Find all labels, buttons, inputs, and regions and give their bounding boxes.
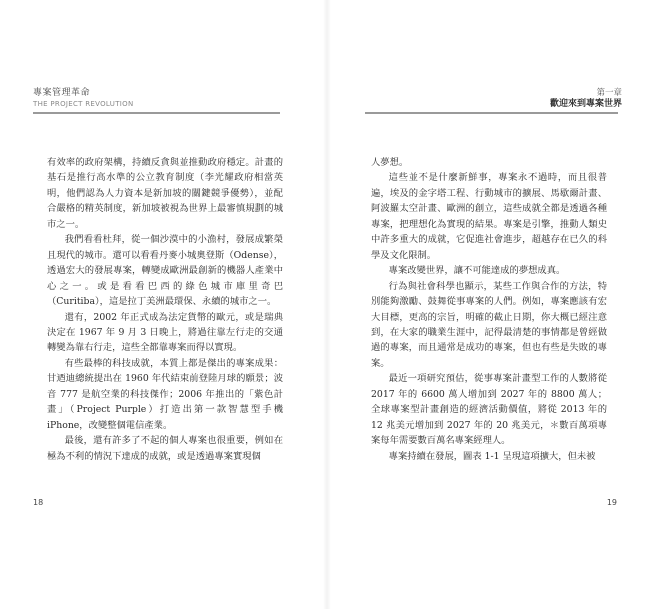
header-rule-left bbox=[33, 112, 280, 114]
left-body-text bbox=[47, 155, 283, 464]
paragraph: 專案持續在發展，圖表 1-1 呈現這項擴大，但未被 bbox=[388, 450, 596, 462]
page-number-right: 19 bbox=[606, 498, 617, 507]
chapter-number: 第一章 bbox=[596, 88, 622, 98]
page-number-left: 18 bbox=[33, 498, 44, 507]
paragraph: 行為與社會科學也顯示，某些工作與合作的方法，特別能夠激勵、鼓舞從事專案的人們。例如，專案應該有宏大目標，更高的宗旨，明確的截止日期，你大概已經注意到，在大家的職業生涯中，記得最清楚的事情都是曾經做過的專案，而且通常是成功的專案，但也有些是失敗的專案。 bbox=[371, 280, 607, 369]
right-body-text bbox=[371, 155, 607, 464]
paragraph: 專案改變世界，讓不可能達成的夢想成真。 bbox=[388, 265, 566, 277]
header-rule-right bbox=[365, 112, 618, 114]
book-title: 專案管理革命 bbox=[33, 88, 91, 98]
paragraph: 這些並不是什麼新鮮事，專案永不過時，而且很普遍，埃及的金字塔工程、行動城市的擴展、馬歇爾計畫、阿波羅太空計畫、歐洲的創立，這些成就全都是透過各種專案，把理想化為實現的結果。專案是引擎，推動人類史中許多重大的成就，它促進社會進步，超越存在已久的科學及文化限制。 bbox=[371, 172, 607, 261]
running-header-left bbox=[33, 88, 133, 109]
paragraph: 有效率的政府架構，持續反貪與並推動政府穩定。計畫的基石是推行高水準的公立教育制度（李光耀政府相當英明，他們認為人力資本是新加坡的關鍵競爭優勢），並配合嚴格的精英制度，新加坡被視為世界上最審慎規劃的城市之一。 bbox=[47, 157, 283, 230]
paragraph: 我們看看杜拜，從一個沙漠中的小漁村，發展成繁榮且現代的城市。還可以看看丹麥小城奧登斯（Odense），透過宏大的發展專案，轉變成歐洲最創新的機器人產業中心之一。或是看看巴西的綠色城市庫里奇巴（Curitiba），這是拉丁美洲最環保、永續的城市之一。 bbox=[47, 234, 283, 308]
chapter-title: 歡迎來到專案世界 bbox=[549, 99, 622, 109]
running-header-right bbox=[550, 88, 622, 110]
paragraph: 最近一項研究預估，從事專案計畫型工作的人數將從 2017 年的 6600 萬人增加到 2027 年的 8800 萬人；全球專案型計畫創造的經濟活動價值，將從 2013 年的 12 兆美元增加到 2027 年的 20 兆美元，＊數百萬項專案每年需要數百萬名專案經理人。 bbox=[371, 373, 607, 447]
paragraph: 最後，還有許多了不起的個人專案也很重要，例如在極為不利的情況下達成的成就，或是透過專案實現個 bbox=[47, 435, 283, 462]
left-page bbox=[0, 0, 327, 609]
paragraph: 有些最棒的科技成就，本質上都是傑出的專案成果：甘迺迪總統提出在 1960 年代結束前登陸月球的願景；波音 777 是航空業的科技傑作；2006 年推出的「紫色計畫」（Project Purple）打造出第一款智慧型手機 iPhone，改變整個電信產業。 bbox=[47, 357, 283, 431]
paragraph: 人夢想。 bbox=[371, 157, 409, 168]
book-subtitle: THE PROJECT REVOLUTION bbox=[33, 100, 134, 108]
paragraph: 還有，2002 年正式成為法定貨幣的歐元，或是瑞典決定在 1967 年 9 月 3 日晚上，將過往靠左行走的交通轉變為靠右行走，這些全都靠專案而得以實現。 bbox=[47, 311, 283, 354]
